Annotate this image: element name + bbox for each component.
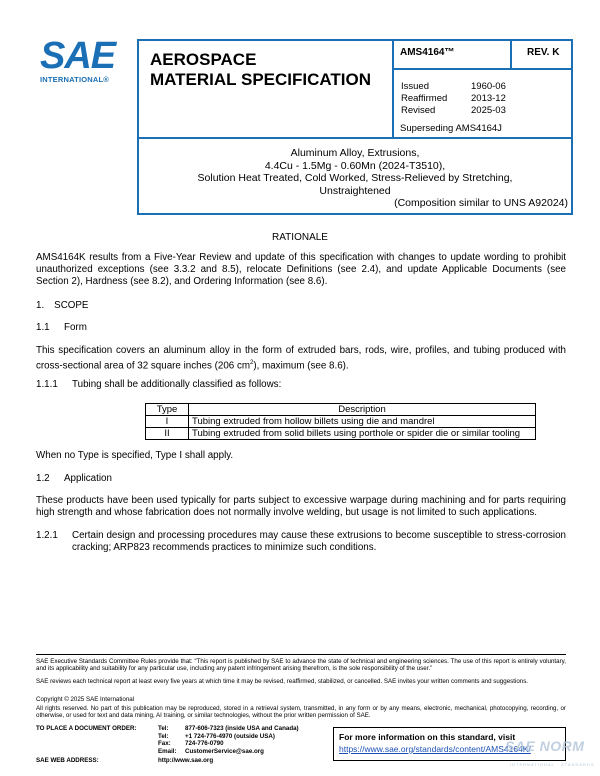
- section-number: 1.2: [36, 473, 50, 484]
- section-title: Application: [64, 473, 112, 484]
- table-cell: I: [146, 416, 189, 428]
- email-link[interactable]: CustomerService@sae.org: [185, 747, 264, 755]
- table-cell: Tubing extruded from solid billets using porthole or spider die or similar tooling: [189, 428, 536, 440]
- title-line: AEROSPACE: [150, 50, 257, 69]
- document-dates: [401, 81, 506, 117]
- standard-link[interactable]: https://www.sae.org/standards/content/AMS4164K/: [339, 744, 531, 754]
- form-paragraph: [36, 345, 566, 372]
- issued-date: 1960-06: [471, 81, 506, 92]
- reaffirmed-date: 2013-12: [471, 93, 506, 104]
- superscript: 2: [250, 360, 254, 366]
- order-label: TO PLACE A DOCUMENT ORDER:: [36, 725, 137, 732]
- document-number: AMS4164™: [400, 47, 455, 58]
- footer-rules: SAE Executive Standards Committee Rules provide that: “This report is published by SAE to advance the state of technical and engineering sciences. The use of this report is entirely voluntary, and its applicability and suitability for any particular use, including any patent infringement arising therefrom, is the sole responsibility of the user.”: [36, 658, 566, 673]
- logo-brand: SAE: [40, 35, 116, 77]
- subject-line: Unstraightened: [319, 184, 391, 197]
- revised-label: Revised: [401, 105, 436, 116]
- paragraph-text: ), maximum (see 8.6).: [253, 360, 349, 372]
- tel-value: +1 724-776-4970 (outside USA): [185, 732, 275, 740]
- section-number: 1.1.1: [36, 379, 58, 390]
- subject-line: Aluminum Alloy, Extrusions,: [290, 147, 420, 159]
- table-row: [146, 416, 536, 428]
- web-link[interactable]: http://www.sae.org: [158, 757, 214, 764]
- header-divider: [392, 68, 573, 70]
- section-number: 1.2.1: [36, 530, 58, 541]
- tel-label: Tel:: [158, 725, 169, 732]
- table-cell: Tubing extruded from hollow billets using die and mandrel: [189, 416, 536, 428]
- paragraph-text: Certain design and processing procedures may cause these extrusions to become susceptible to stress-corrosion cracking; ARP823 recommends practices to minimize such conditions.: [72, 530, 566, 553]
- logo-subtitle: INTERNATIONAL®: [40, 75, 110, 84]
- revision-label: REV. K: [527, 47, 560, 58]
- fax-label: Fax:: [158, 740, 171, 748]
- section-title: Form: [64, 322, 87, 333]
- tel-value: 877-606-7323 (inside USA and Canada): [185, 725, 299, 732]
- rationale-heading: RATIONALE: [272, 232, 328, 243]
- watermark: SAE NORM: [505, 738, 585, 754]
- revised-date: 2025-03: [471, 105, 506, 116]
- web-label: SAE WEB ADDRESS:: [36, 757, 99, 764]
- issued-label: Issued: [401, 81, 429, 92]
- section-number: 1.1: [36, 322, 50, 333]
- email-label: Email:: [158, 747, 177, 755]
- header-divider: [510, 39, 512, 69]
- document-type-title: [150, 50, 371, 90]
- title-line: MATERIAL SPECIFICATION: [150, 70, 371, 89]
- superseding-note: Superseding AMS4164J: [400, 123, 502, 134]
- tubing-type-table: [145, 403, 536, 440]
- section-heading: [36, 322, 87, 333]
- subject-line: Solution Heat Treated, Cold Worked, Stress-Relieved by Stretching,: [197, 172, 513, 184]
- paragraph-text: Tubing shall be additionally classified as follows:: [72, 379, 282, 390]
- application-paragraph: These products have been used typically for parts subject to excessive warpage during machining and for parts requiring high strength and whose fabrication does not normally involve welding, but usage is not limited to such applications.: [36, 495, 566, 518]
- subject-line: 4.4Cu - 1.5Mg - 0.60Mn (2024-T3510),: [264, 159, 446, 172]
- reaffirmed-label: Reaffirmed: [401, 93, 448, 104]
- tel-label: Tel:: [158, 732, 169, 740]
- table-header-row: [146, 404, 536, 416]
- type-default-note: When no Type is specified, Type I shall apply.: [36, 450, 234, 461]
- footer-review: SAE reviews each technical report at least every five years at which time it may be revised, reaffirmed, stabilized, or cancelled. SAE invites your written comments and suggestions.: [36, 678, 529, 685]
- table-header: Description: [189, 404, 536, 416]
- rationale-text: AMS4164K results from a Five-Year Review and update of this specification with changes to update wording to prohibit unauthorized exceptions (see 3.3.2 and 8.5), relocate Definitions (see 2.4), and update Applicable Documents (see Section 2), Hardness (see 8.2), and Ordering Information (see 8.6).: [36, 252, 566, 287]
- sae-logo: [40, 35, 120, 88]
- footer-divider: [36, 654, 566, 655]
- table-cell: II: [146, 428, 189, 440]
- contact-info: [158, 725, 299, 755]
- fax-value: 724-776-0790: [185, 740, 224, 748]
- subsection-paragraph: [36, 379, 281, 390]
- subject-line: (Composition similar to UNS A92024): [394, 197, 568, 209]
- section-heading: [36, 300, 88, 311]
- section-heading: [36, 473, 112, 484]
- header-divider: [392, 39, 394, 139]
- table-header: Type: [146, 404, 189, 416]
- section-number: 1.: [36, 300, 45, 311]
- more-info-title: For more information on this standard, visit: [339, 732, 516, 742]
- table-row: [146, 428, 536, 440]
- watermark-subtitle: INTERNATIONAL · STANDARDS: [510, 762, 595, 767]
- footer-copyright: Copyright © 2025 SAE International: [36, 696, 135, 703]
- footer-rights: All rights reserved. No part of this publication may be reproduced, stored in a retrieval system, transmitted, in any form or by any means, electronic, mechanical, photocopying, recording, or otherwise, or used for text and data mining, AI training, or similar technologies, without the prior written permission of SAE.: [36, 705, 566, 720]
- paragraph-text: This specification covers an aluminum alloy in the form of extruded bars, rods, wire, profiles, and tubing produced with cross-sectional area of 32 square inches (206 cm: [36, 345, 566, 372]
- subsection-paragraph: [36, 530, 566, 554]
- subject-title: [140, 147, 570, 210]
- section-title: SCOPE: [54, 300, 89, 311]
